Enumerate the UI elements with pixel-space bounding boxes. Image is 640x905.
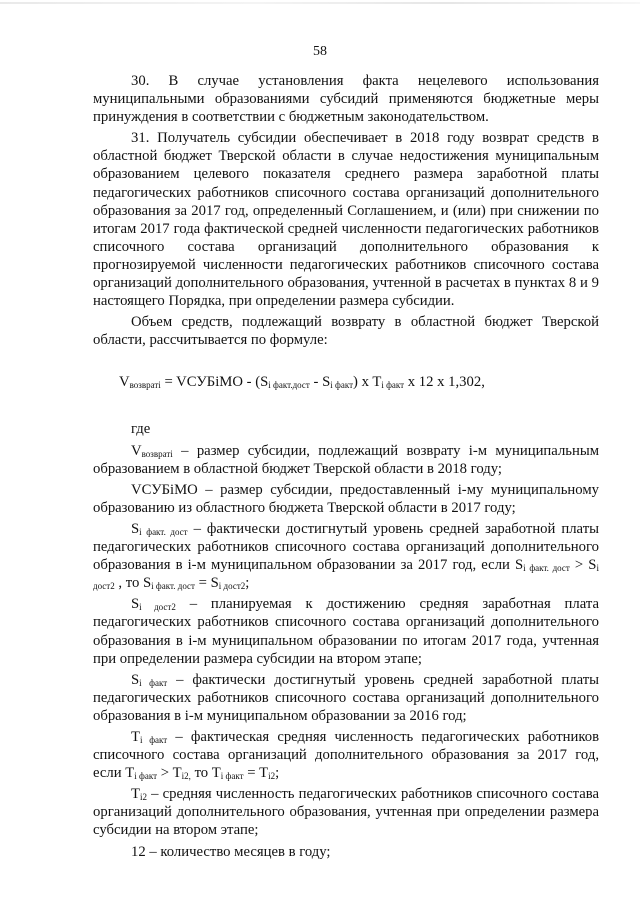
paragraph-31: 31. Получатель субсидии обеспечивает в 2018 году возврат средств в областной бюджет Тверской области в случае недостижения муниципальным образованием целевого показателя среднего размера заработной платы педагогических работников списочного состава организаций дополнительного образования за 2017 год, определенный Соглашением, и (или) при снижении по итогам 2017 года фактической средней численности педагогических работников списочного состава организаций дополнительного образования к прогнозируемой численности педагогических работников списочного состава организаций дополнительного образования, учтенной в расчетах в пунктах 8 и 9 настоящего Порядка, при определении размера субсидии. (93, 130, 599, 310)
def-s-planned: $S_{i дост2}$ – планируемая к достижению средняя заработная плата педагогических работников списочного состава организаций дополнительного образования в i-м муниципальном образовании по итогам 2017 года, учтенная при определении размера субсидии на втором этапе; (93, 596, 599, 667)
def-12-months: 12 – количество месяцев в году; (131, 843, 331, 860)
def-t-i2: $T_{i2}$ – средняя численность педагогических работников списочного состава организаций дополнительного образования, учтенная при определении размера субсидии на втором этапе; (93, 786, 599, 839)
def-t-fact: $T_{i факт}$ – фактическая средняя численность педагогических работников списочного состава организаций дополнительного образования за 2017 год, если $T_{i факт} > T_{i2,}$ то $T_{i факт} = T_{i2}$; (93, 729, 600, 782)
return-formula: $V_{возвратi}$ = VСУБiМО - $(S_{i факт.дост} - S_{i факт})$ x $T_{i факт}$ x 12 x 1,302, (119, 374, 485, 391)
def-v-return: $V_{возвратi}$ – размер субсидии, подлежащий возврату i-м муниципальным образованием в областной бюджет Тверской области в 2018 году; (93, 442, 599, 477)
scan-artifact (0, 2, 640, 4)
paragraph-volume: Объем средств, подлежащий возврату в областной бюджет Тверской области, рассчитывается по формуле: (93, 314, 599, 349)
def-v-subsidy: VСУБiМО – размер субсидии, предоставленный i-му муниципальному образованию из областного бюджета Тверской области в 2017 году; (93, 481, 599, 516)
where-label: где (131, 420, 151, 437)
document-body (93, 72, 599, 864)
paragraph-30: 30. В случае установления факта нецелевого использования муниципальными образованиями субсидий применяются бюджетные меры принуждения в соответствии с бюджетным законодательством. (93, 73, 599, 126)
def-s-fact-achieved: $S_{i факт. дост}$ – фактически достигнутый уровень средней заработной платы педагогических работников списочного состава организаций дополнительного образования в i-м муниципальном образовании за 2017 год, если $S_{i факт. дост} > S_{i дост2}$ , то $S_{i факт. дост} = S_{i дост2}$; (93, 520, 599, 592)
def-s-fact-2016: $S_{i факт}$ – фактически достигнутый уровень средней заработной платы педагогических работников списочного состава организаций дополнительного образования в i-м муниципальном образовании за 2016 год; (93, 671, 599, 724)
page-number: 58 (313, 44, 327, 59)
